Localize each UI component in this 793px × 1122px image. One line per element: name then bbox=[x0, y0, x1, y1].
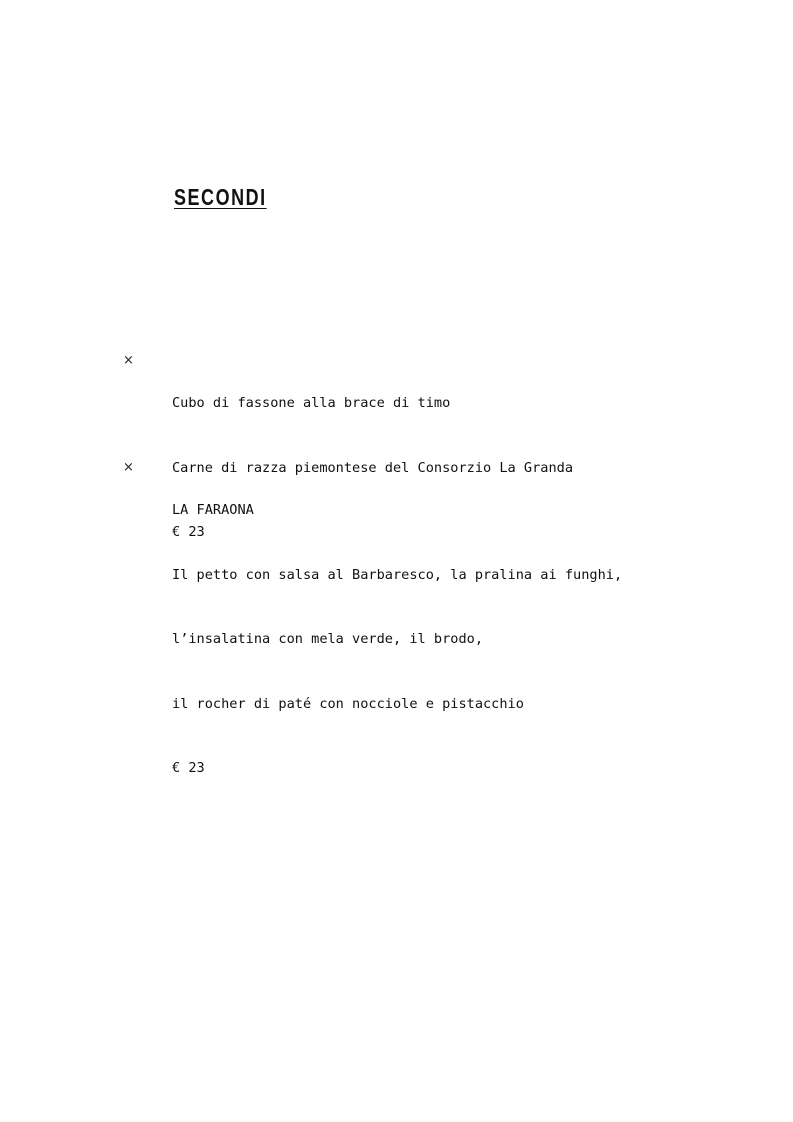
dish-description-line: Carne di razza piemontese del Consorzio La Granda bbox=[172, 459, 574, 476]
dish-description-line: l’insalatina con mela verde, il brodo, bbox=[172, 631, 483, 647]
dish-price: € 23 bbox=[172, 760, 205, 776]
dish-price: € 23 bbox=[172, 524, 205, 540]
menu-item-text bbox=[172, 457, 622, 823]
bullet-x-icon: × bbox=[123, 460, 134, 475]
bullet-x-icon: × bbox=[123, 353, 134, 368]
dish-description-line: Il petto con salsa al Barbaresco, la pralina ai funghi, bbox=[172, 566, 623, 583]
dish-name: LA FARAONA bbox=[172, 502, 254, 518]
dish-description-line: il rocher di paté con nocciole e pistacchio bbox=[172, 695, 524, 712]
section-title: SECONDI bbox=[174, 184, 267, 210]
dish-name: Cubo di fassone alla brace di timo bbox=[172, 395, 451, 411]
